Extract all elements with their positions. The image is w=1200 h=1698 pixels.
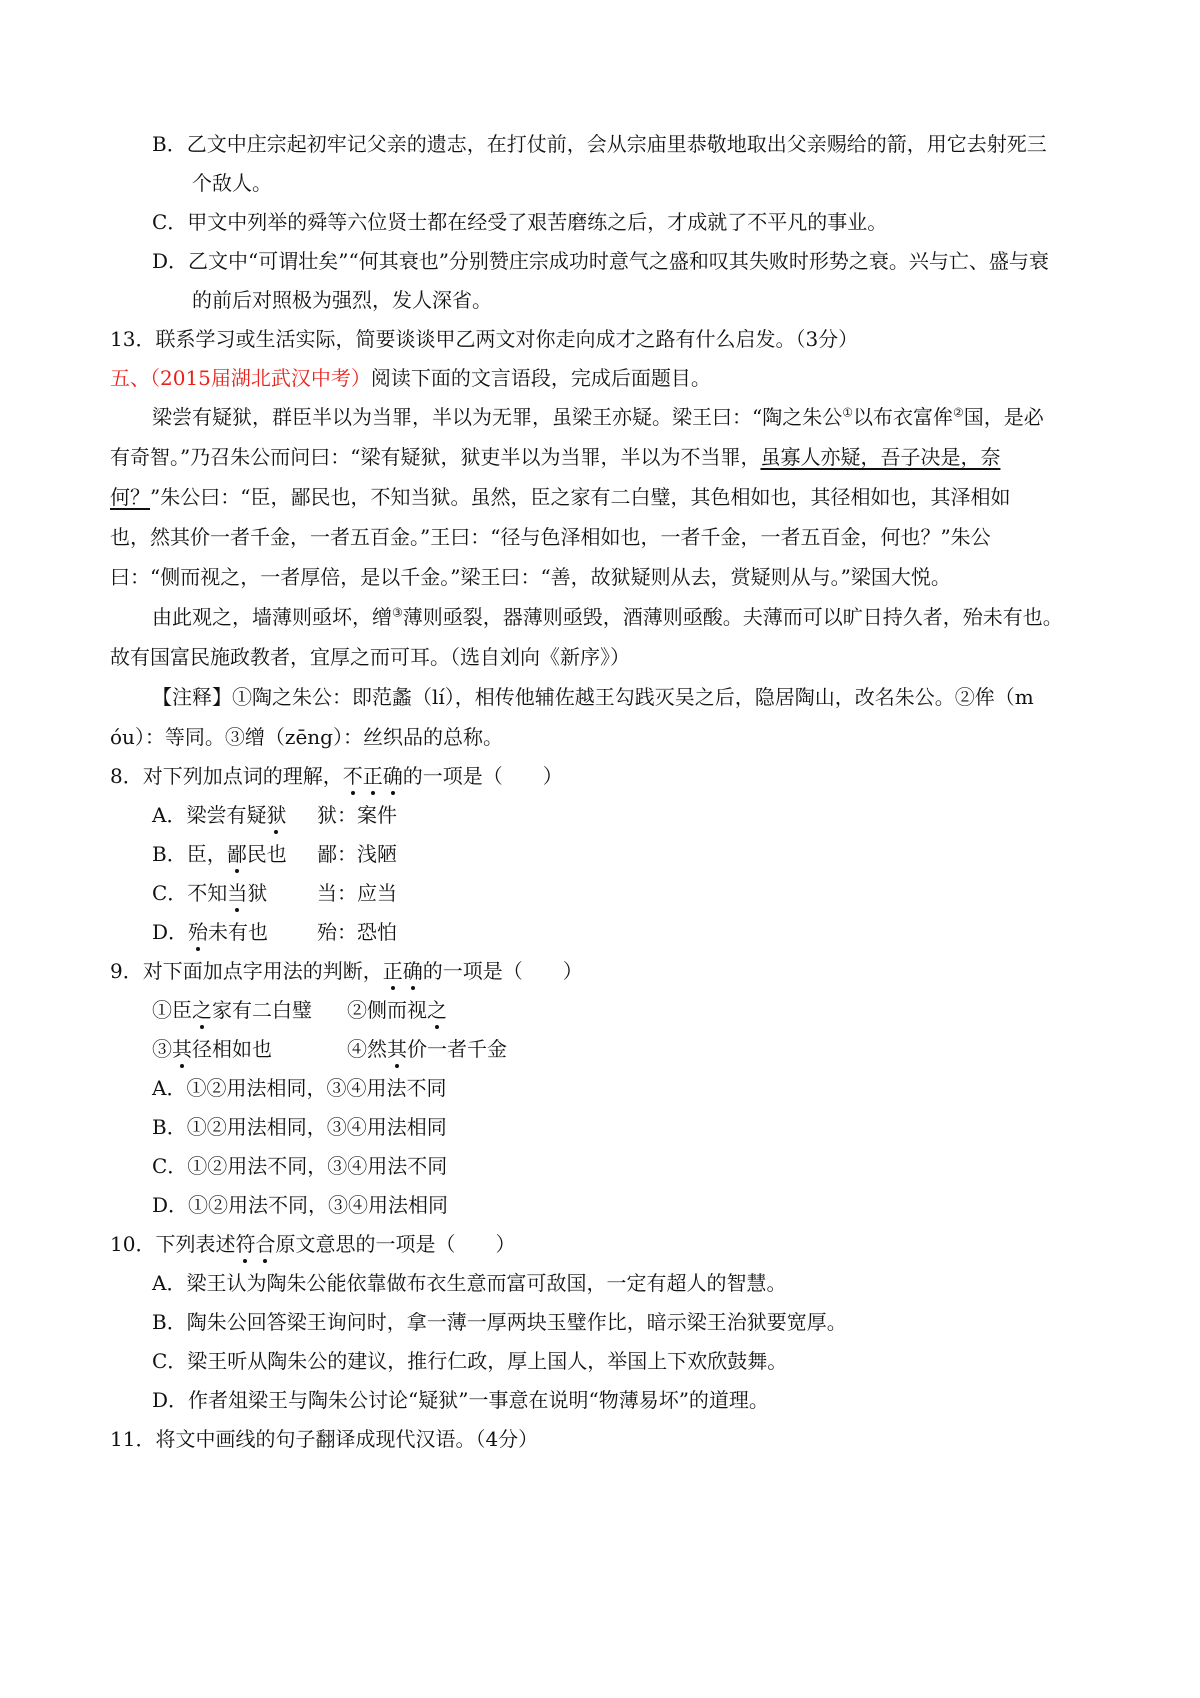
option-text: 未有也	[208, 920, 269, 944]
dotted-char: 狱	[266, 803, 287, 827]
item-text: ③	[152, 1037, 172, 1061]
stem-text: 9．对下面加点字用法的判断，	[110, 959, 383, 983]
option-text: A．梁尝有疑	[152, 803, 267, 827]
dotted-emphasis	[235, 1232, 275, 1256]
option-gloss: 鄙：浅陋	[317, 842, 397, 866]
q12-option-d-line1: D．乙文中“可谓壮矣”“何其衰也”分别赞庄宗成功时意气之盛和叹其失败时形势之衰。兴与亡、盛与衰	[152, 249, 1049, 273]
item-text: ②侧而视	[347, 998, 427, 1022]
passage-text: ”朱公曰：“臣，鄙民也，不知当狱。虽然，臣之家有二白璧，其色相如也，其径相如也，其泽相如	[150, 485, 1011, 509]
passage-text: 国，是必	[963, 405, 1044, 429]
footnote-marker: ③	[392, 605, 403, 620]
annotation-line2: óu）：等同。③缯（zēng）：丝织品的总称。	[110, 725, 503, 749]
annotation-line1: 【注释】①陶之朱公：即范蠡（lí），相传他辅佐越王勾践灭吴之后，隐居陶山，改名朱公。②侔（m	[152, 685, 1034, 709]
item-text: ①臣	[152, 998, 192, 1022]
q12-option-d-line2: 的前后对照极为强烈，发人深省。	[192, 288, 492, 312]
q12-option-b-line2: 个敌人。	[192, 171, 272, 195]
dotted-char: 正	[362, 764, 383, 788]
dotted-char: 合	[255, 1232, 276, 1256]
passage-text: 以布衣富侔	[853, 405, 953, 429]
passage-p1-line3	[110, 483, 1010, 511]
passage-p1-line4: 也，然其价一者千金，一者五百金。”王曰：“径与色泽相如也，一者千金，一者五百金，何也？”朱公	[110, 525, 991, 549]
q8-option-c	[152, 879, 397, 907]
dotted-char: 符	[235, 1232, 256, 1256]
dotted-char: 确	[382, 764, 403, 788]
q9-option-a: A．①②用法相同，③④用法不同	[152, 1076, 447, 1100]
dotted-char: 之	[427, 998, 447, 1022]
option-gloss: 殆：恐怕	[317, 920, 397, 944]
option-text: D．	[152, 920, 189, 944]
passage-text: 薄则亟裂，器薄则亟毁，酒薄则亟酸。夫薄而可以旷日持久者，殆未有也。	[402, 605, 1063, 629]
dotted-char: 当	[227, 881, 248, 905]
section-5-label: 五、（2015届湖北武汉中考）	[110, 366, 371, 390]
item-text: 价一者千金	[407, 1037, 507, 1061]
option-text: B．臣，	[152, 842, 227, 866]
option-gloss: 当：应当	[317, 881, 397, 905]
dotted-char: 不	[342, 764, 363, 788]
dotted-char: 其	[172, 1037, 192, 1061]
q10-option-b: B．陶朱公回答梁王询问时，拿一薄一厚两块玉璧作比，暗示梁王治狱要宽厚。	[152, 1310, 847, 1334]
stem-text: 原文意思的一项是（ ）	[275, 1232, 516, 1256]
stem-text: 的一项是（ ）	[422, 959, 583, 983]
dotted-char: 确	[402, 959, 423, 983]
q9-option-b: B．①②用法相同，③④用法相同	[152, 1115, 447, 1139]
item-text: ④然	[347, 1037, 387, 1061]
option-text: 狱	[247, 881, 268, 905]
footnote-marker: ②	[953, 405, 964, 420]
q9-items-row1	[152, 996, 447, 1024]
question-10-stem	[110, 1230, 515, 1258]
underlined-sentence: 虽寡人亦疑，吾子决是，奈	[760, 445, 1001, 469]
section-5-heading	[110, 364, 711, 392]
q12-option-c: C．甲文中列举的舜等六位贤士都在经受了艰苦磨练之后，才成就了不平凡的事业。	[152, 210, 888, 234]
question-9-stem	[110, 957, 583, 985]
q8-option-b	[152, 840, 397, 868]
question-11: 11．将文中画线的句子翻译成现代汉语。（4分）	[110, 1427, 539, 1451]
dotted-char: 鄙	[226, 842, 247, 866]
section-5-instruction: 阅读下面的文言语段，完成后面题目。	[370, 366, 711, 390]
dotted-char: 之	[192, 998, 212, 1022]
q10-option-d: D．作者俎梁王与陶朱公讨论“疑狱”一事意在说明“物薄易坏”的道理。	[152, 1388, 769, 1412]
stem-text: 的一项是（ ）	[402, 764, 563, 788]
dotted-emphasis	[343, 764, 403, 788]
dotted-char: 殆	[188, 920, 209, 944]
q12-option-b-line1: B．乙文中庄宗起初牢记父亲的遗志，在打仗前，会从宗庙里恭敬地取出父亲赐给的箭，用它去射死三	[152, 132, 1047, 156]
option-gloss: 狱：案件	[317, 803, 397, 827]
passage-p1-line1	[152, 403, 1044, 431]
dotted-emphasis	[383, 959, 423, 983]
option-text: C．不知	[152, 881, 228, 905]
passage-p2-line1	[152, 603, 1063, 631]
passage-p1-line2	[110, 443, 1000, 471]
footnote-marker: ①	[842, 405, 853, 420]
q9-option-d: D．①②用法不同，③④用法相同	[152, 1193, 449, 1217]
option-text: 民也	[246, 842, 287, 866]
passage-p2-line2: 故有国富民施政教者，宜厚之而可耳。（选自刘向《新序》）	[110, 645, 630, 669]
stem-text: 8．对下列加点词的理解，	[110, 764, 343, 788]
underlined-sentence: 何？	[110, 485, 150, 509]
item-text: 径相如也	[192, 1037, 272, 1061]
dotted-char: 其	[387, 1037, 407, 1061]
dotted-char: 正	[382, 959, 403, 983]
q10-option-a: A．梁王认为陶朱公能依靠做布衣生意而富可敌国，一定有超人的智慧。	[152, 1271, 787, 1295]
question-8-stem	[110, 762, 563, 790]
q8-option-d	[152, 918, 397, 946]
passage-text: 有奇智。”乃召朱公而问曰：“梁有疑狱，狱吏半以为当罪，半以为不当罪，	[110, 445, 761, 469]
passage-text: 梁尝有疑狱，群臣半以为当罪，半以为无罪，虽梁王亦疑。梁王曰：“陶之朱公	[152, 405, 843, 429]
question-13: 13．联系学习或生活实际，简要谈谈甲乙两文对你走向成才之路有什么启发。（3分）	[110, 327, 859, 351]
stem-text: 10．下列表述	[110, 1232, 236, 1256]
q9-option-c: C．①②用法不同，③④用法不同	[152, 1154, 448, 1178]
q8-option-a	[152, 801, 397, 829]
passage-p1-line5: 曰：“侧而视之，一者厚倍，是以千金。”梁王曰：“善，故狱疑则从去，赏疑则从与。”梁国大悦。	[110, 565, 951, 589]
q9-items-row2	[152, 1035, 507, 1063]
item-text: 家有二白璧	[212, 998, 312, 1022]
q10-option-c: C．梁王听从陶朱公的建议，推行仁政，厚上国人，举国上下欢欣鼓舞。	[152, 1349, 788, 1373]
passage-text: 由此观之，墙薄则亟坏，缯	[152, 605, 392, 629]
